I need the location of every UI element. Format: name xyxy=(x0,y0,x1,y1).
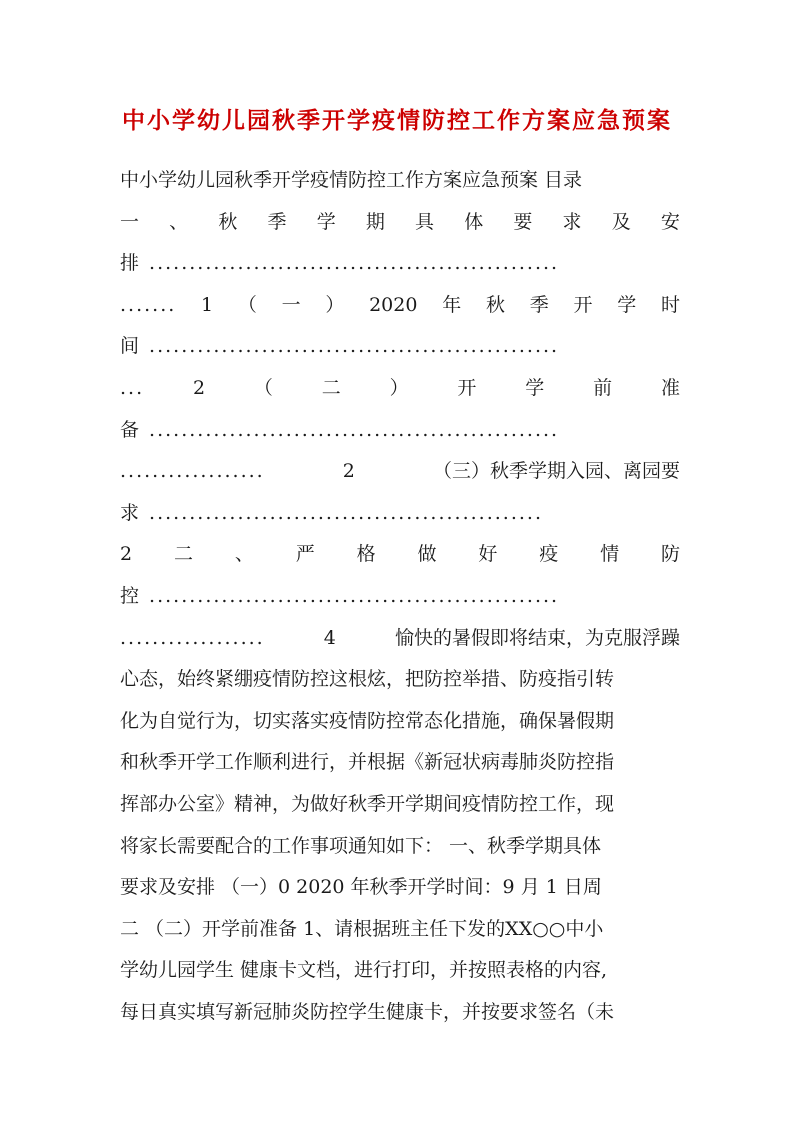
line-token: 4 xyxy=(323,626,336,649)
line-token: 要 xyxy=(513,210,533,233)
body-line: 求 ................................................. xyxy=(120,501,543,524)
line-token: 准 xyxy=(660,377,680,399)
body-line: 将家长需要配合的工作事项通知如下： 一、秋季学期具体 xyxy=(120,834,602,857)
line-token: 前 xyxy=(593,377,613,399)
body-line: 要求及安排 （一）0 2020 年秋季开学时间：9 月 1 日周 xyxy=(120,876,602,899)
line-token: 季 xyxy=(529,293,549,316)
document-title: 中小学幼儿园秋季开学疫情防控工作方案应急预案 xyxy=(122,107,672,134)
body-line: 中小学幼儿园秋季开学疫情防控工作方案应急预案 目录 xyxy=(120,169,583,191)
line-token: ） xyxy=(325,293,345,316)
line-token: 、 xyxy=(234,543,254,566)
line-token: 期 xyxy=(365,210,385,233)
line-token: ....... xyxy=(120,293,177,316)
line-token: 一 xyxy=(281,293,301,316)
line-token: 二 xyxy=(321,377,341,399)
line-token: （ xyxy=(253,377,273,399)
body-line: 化为自觉行为，切实落实疫情防控常态化措施，确保暑假期 xyxy=(120,709,615,732)
line-token: 一 xyxy=(120,210,140,233)
line-token: .................. xyxy=(120,460,265,483)
line-token: 年 xyxy=(442,293,462,316)
body-line: 备 ................................................... xyxy=(120,418,560,441)
body-line: 心态，始终紧绷疫情防控这根炫，把防控举措、防疫指引转 xyxy=(120,668,615,691)
line-token: ） xyxy=(389,377,409,399)
line-token: 开 xyxy=(457,377,477,399)
line-token: 学 xyxy=(525,377,545,399)
line-token: 格 xyxy=(356,543,376,566)
line-token: 二 xyxy=(173,543,193,566)
body-line xyxy=(120,623,680,653)
body-line: 学幼儿园学生 健康卡文档，进行打印，并按照表格的内容, xyxy=(120,959,608,982)
line-token: 体 xyxy=(464,210,484,233)
line-token: 愉快的暑假即将结束，为克服浮躁 xyxy=(394,626,680,649)
body-line: 排 ................................................... xyxy=(120,252,560,275)
body-line: 每日真实填写新冠肺炎防控学生健康卡，并按要求签名（未 xyxy=(120,1001,615,1023)
line-token: 秋 xyxy=(218,210,238,233)
line-token: 学 xyxy=(617,293,637,316)
body-line xyxy=(120,456,680,486)
line-token: 学 xyxy=(316,210,336,233)
line-token: 疫 xyxy=(539,543,559,566)
line-token: 、 xyxy=(169,210,189,233)
line-token: 时 xyxy=(660,293,680,316)
line-token: 2 xyxy=(342,460,355,483)
line-token: 季 xyxy=(267,210,287,233)
line-token: 严 xyxy=(295,543,315,566)
body-line: 控 ................................................... xyxy=(120,585,560,607)
line-token: 2 xyxy=(120,543,133,566)
line-token: 及 xyxy=(611,210,631,233)
line-token: 开 xyxy=(573,293,593,316)
line-token: 情 xyxy=(600,543,620,566)
line-token: 2 xyxy=(192,377,206,399)
line-token: 做 xyxy=(417,543,437,566)
line-token: 秋 xyxy=(485,293,505,316)
body-line xyxy=(120,207,680,237)
body-line: 二 （二）开学前准备 1、请根据班主任下发的XX○○中小 xyxy=(120,917,604,940)
line-token: .................. xyxy=(120,626,265,649)
body-line: 间 ................................................... xyxy=(120,335,560,358)
body-line: 挥部办公室》精神，为做好秋季开学期间疫情防控工作，现 xyxy=(120,793,615,815)
line-token: （ xyxy=(237,293,257,316)
line-token: 2020 xyxy=(369,293,418,316)
line-token: 1 xyxy=(201,293,214,316)
body-line xyxy=(120,290,680,320)
line-token: （三）秋季学期入园、离园要 xyxy=(432,460,680,483)
line-token: 具 xyxy=(415,210,435,233)
body-line xyxy=(120,373,680,403)
body-line: 和秋季开学工作顺利进行，并根据《新冠状病毒肺炎防控指 xyxy=(120,751,615,774)
line-token: 求 xyxy=(562,210,582,233)
line-token: 好 xyxy=(478,543,498,566)
body-line xyxy=(120,539,680,569)
line-token: 防 xyxy=(660,543,680,566)
line-token: ... xyxy=(120,377,145,399)
line-token: 安 xyxy=(660,210,680,233)
